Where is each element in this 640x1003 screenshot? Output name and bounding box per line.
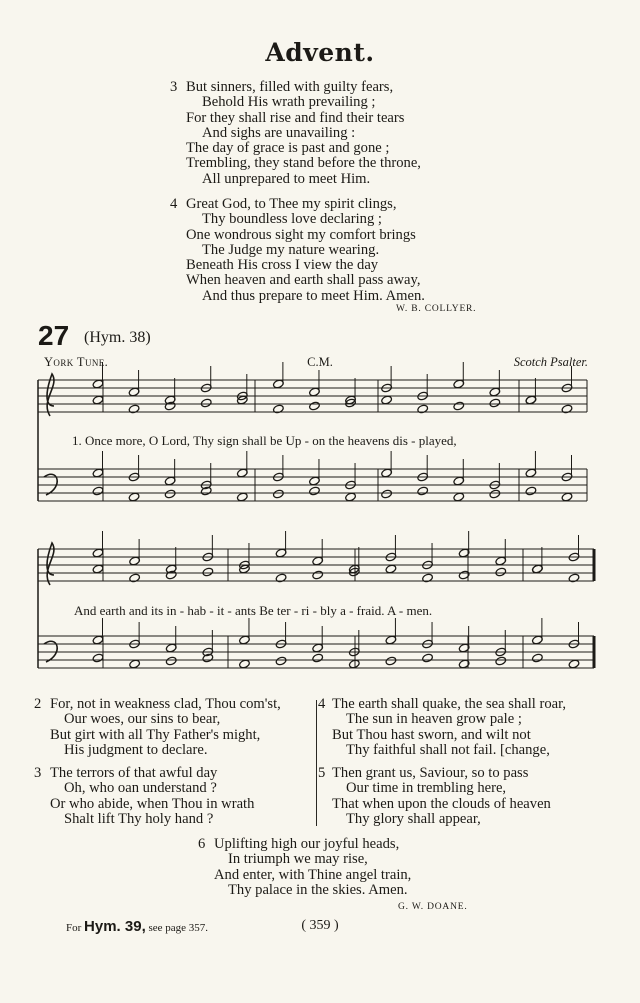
author-attribution: W. B. COLLYER. — [396, 304, 477, 314]
treble-note — [381, 395, 393, 405]
tune-name: York Tune. — [44, 355, 109, 369]
meter: C.M. — [307, 355, 333, 369]
bass-note — [348, 659, 360, 669]
verse-number: 6 — [198, 836, 206, 852]
bass-note — [164, 489, 176, 499]
verse-number: 4 — [318, 696, 326, 712]
bass-note — [309, 486, 321, 496]
bass-note — [129, 659, 141, 669]
page-number: ( 359 ) — [301, 918, 339, 933]
treble-note — [489, 398, 501, 408]
cross-reference: For Hym. 39, see page 357. — [66, 918, 209, 935]
column-divider — [316, 700, 317, 826]
tune-source: Scotch Psalter. — [513, 355, 588, 369]
bass-note — [489, 489, 501, 499]
verse-number: 5 — [318, 765, 326, 781]
bass-note — [532, 653, 544, 663]
lyric-line-2: And earth and its in - hab - it - ants Be ter - ri - bly a - fraid. A - men. — [74, 603, 433, 618]
hymn-verse-5: 5 Then grant us, Saviour, so to pass Our time in trembling here, That when upon the clouds of heaven Thy glory shall appear, — [318, 765, 551, 827]
bass-note — [312, 653, 324, 663]
bass-note — [92, 486, 104, 496]
hymn-number: 27 — [38, 320, 70, 351]
bass-note — [422, 653, 434, 663]
verse-number: 2 — [34, 696, 42, 712]
bass-note — [525, 486, 537, 496]
treble-note — [92, 564, 104, 574]
treble-note — [200, 398, 212, 408]
bass-note — [275, 656, 287, 666]
bass-note — [417, 486, 429, 496]
bass-note — [385, 656, 397, 666]
lyric-line-1: 1. Once more, O Lord, Thy sign shall be Up - on the heavens dis - played, — [72, 433, 457, 448]
hymn-verse-2: 2 For, not in weakness clad, Thou com'st, Our woes, our sins to bear, But girt with all Thy Father's might, His judgment to declare. — [34, 696, 281, 758]
bass-note — [273, 489, 285, 499]
prev-hymn-verse-3: 3 But sinners, filled with guilty fears, Behold His wrath prevailing ; For they shall rise and find their tears And sighs are unavailing : The day of grace is past and gone ; Trembling, they stand before the throne, All unprepared to meet Him. — [170, 79, 421, 187]
bass-note — [239, 659, 251, 669]
hymn-verse-3: 3 The terrors of that awful day Oh, who oan understand ? Or who abide, when Thou in wrath Shalt lift Thy holy hand ? — [34, 765, 255, 827]
prev-hymn-verse-4: 4 Great God, to Thee my spirit clings, Thy boundless love declaring ; One wondrous sight my comfort brings The Judge my nature wearing. Beneath His cross I view the day When heaven and earth shall pass away, And thus prepare to meet Him. Amen. — [170, 196, 425, 304]
treble-note — [453, 401, 465, 411]
bass-note — [561, 492, 573, 502]
treble-note — [385, 564, 397, 574]
hymn-verse-6: 6 Uplifting high our joyful heads, In triumph we may rise, And enter, with Thine angel train, Thy palace in the skies. Amen. — [198, 836, 412, 898]
treble-note — [312, 570, 324, 580]
bass-note — [568, 659, 580, 669]
treble-note — [202, 567, 214, 577]
bass-note — [381, 489, 393, 499]
bass-note — [345, 492, 357, 502]
verse-number: 3 — [34, 765, 42, 781]
bass-note — [92, 653, 104, 663]
bass-note — [453, 492, 465, 502]
bass-note — [495, 656, 507, 666]
bass-note — [165, 656, 177, 666]
hymn-reference: (Hym. 38) — [84, 329, 151, 346]
treble-note — [495, 567, 507, 577]
author-attribution: G. W. DOANE. — [398, 902, 468, 912]
hymn-verse-4: 4 The earth shall quake, the sea shall roar, The sun in heaven grow pale ; But Thou hast sworn, and wilt not Thy faithful shall not fail. [change, — [318, 696, 567, 758]
bass-note — [236, 492, 248, 502]
treble-note — [92, 395, 104, 405]
section-heading: Advent. — [265, 38, 375, 67]
bass-note — [128, 492, 140, 502]
treble-note — [309, 401, 321, 411]
verse-number: 3 — [170, 79, 178, 95]
verse-number: 4 — [170, 196, 178, 212]
